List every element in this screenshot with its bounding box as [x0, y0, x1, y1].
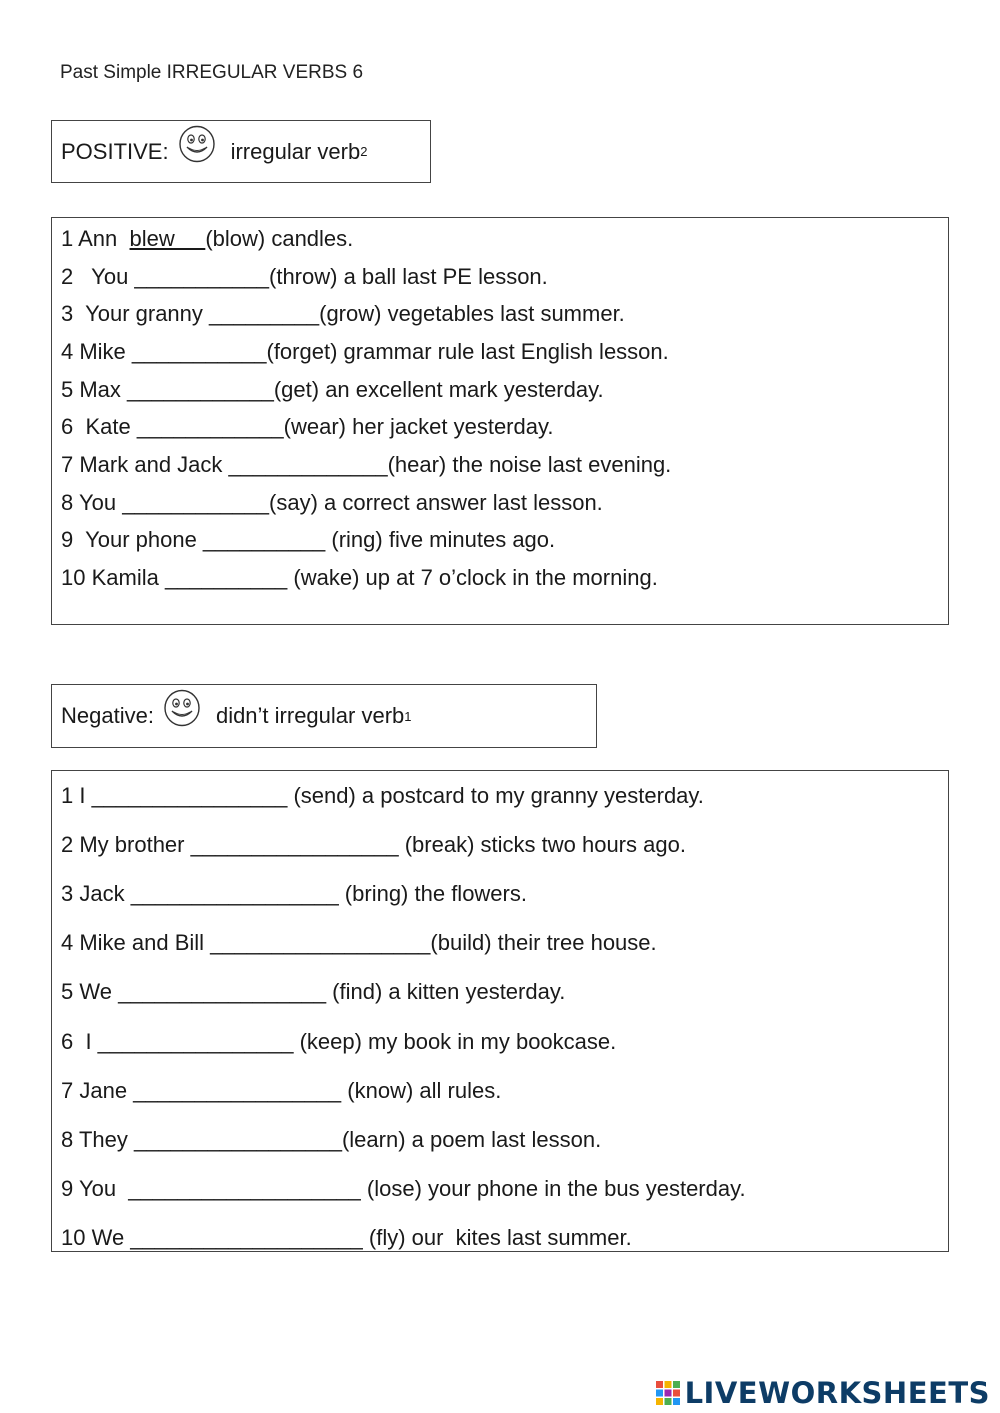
exercise-line[interactable]: 7 Jane _________________ (know) all rules. [61, 1077, 502, 1103]
negative-label: Negative: [61, 703, 154, 728]
exercise-line[interactable]: 9 Your phone __________ (ring) five minutes ago. [61, 527, 556, 553]
exercise-line[interactable]: 2 You ___________(throw) a ball last PE lesson. [61, 263, 548, 289]
page-title: Past Simple IRREGULAR VERBS 6 [60, 62, 364, 83]
negative-header-box [51, 684, 597, 748]
exercise-line[interactable]: 9 You ___________________ (lose) your phone in the bus yesterday. [61, 1176, 746, 1202]
exercise-line[interactable]: 2 My brother _________________ (break) sticks two hours ago. [61, 831, 686, 857]
exercise-line[interactable]: 10 We ___________________ (fly) our kites last summer. [61, 1225, 632, 1251]
smiley-face-icon [177, 124, 217, 164]
exercise-line[interactable]: 4 Mike and Bill __________________(build) their tree house. [61, 930, 657, 956]
smiley-face-icon [162, 688, 202, 728]
exercise-line[interactable]: 8 You ____________(say) a correct answer last lesson. [61, 489, 603, 515]
negative-rule: didn’t irregular verb [215, 703, 405, 728]
negative-footnote: 1 [404, 708, 412, 724]
exercise-line[interactable]: 5 Max ____________(get) an excellent mark yesterday. [61, 376, 604, 402]
positive-header-box [51, 120, 431, 183]
exercise-line[interactable]: 10 Kamila __________ (wake) up at 7 o’clock in the morning. [61, 565, 658, 591]
positive-footnote: 2 [360, 144, 368, 159]
positive-label: POSITIVE: [61, 138, 169, 164]
positive-exercise-box [51, 217, 949, 625]
exercise-line[interactable]: 6 Kate ____________(wear) her jacket yesterday. [61, 414, 554, 440]
watermark-text: LIVEWORKSHEETS [684, 1376, 990, 1410]
exercise-line[interactable]: 5 We _________________ (find) a kitten yesterday. [61, 979, 566, 1005]
liveworksheets-watermark [655, 1373, 990, 1413]
positive-rule: irregular verb [230, 138, 361, 164]
liveworksheets-logo-icon [655, 1380, 681, 1406]
negative-exercise-box [51, 770, 949, 1252]
answer-blank-filled[interactable]: blew [129, 225, 206, 251]
exercise-line[interactable]: 7 Mark and Jack _____________(hear) the noise last evening. [61, 451, 672, 477]
exercise-line[interactable]: 1 I ________________ (send) a postcard to my granny yesterday. [61, 782, 704, 808]
exercise-line[interactable]: 8 They _________________(learn) a poem last lesson. [61, 1126, 602, 1152]
exercise-line[interactable]: 3 Your granny _________(grow) vegetables last summer. [61, 301, 625, 327]
exercise-line[interactable]: 3 Jack _________________ (bring) the flowers. [61, 880, 527, 906]
exercise-line[interactable]: 6 I ________________ (keep) my book in my bookcase. [61, 1028, 617, 1054]
exercise-line[interactable]: 4 Mike ___________(forget) grammar rule last English lesson. [61, 338, 669, 364]
exercise-line: 1 Ann blew (blow) candles. [61, 225, 354, 251]
